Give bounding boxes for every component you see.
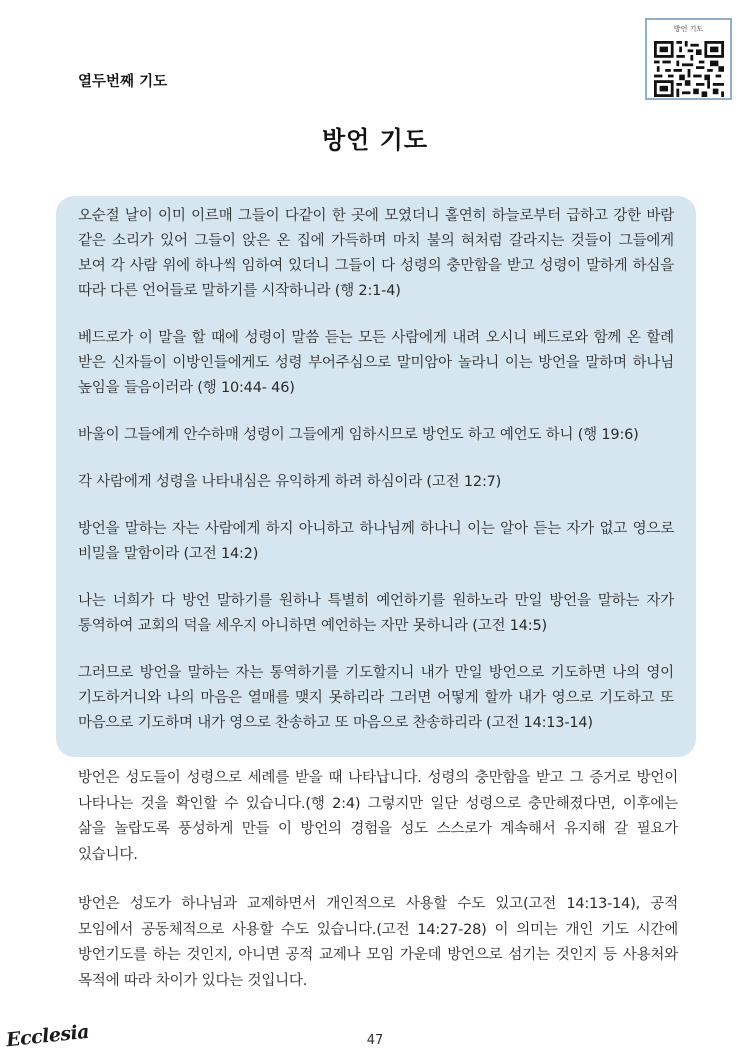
qr-code-box[interactable] bbox=[645, 18, 732, 100]
body-paragraph: 방언은 성도가 하나님과 교제하면서 개인적으로 사용할 수도 있고(고전 14:13-14), 공적 모임에서 공동체적으로 사용할 수도 있습니다.(고전 14:27-28) 이 의미는 개인 기도 시간에 방언기도를 하는 것인지, 아니면 공적 교제나 모임 가운데 방언으로 섬기는 것인지 등 사용처와 목적에 따라 차이가 있다는 것입니다. bbox=[78, 896, 678, 989]
scripture-verse: 그러므로 방언을 말하는 자는 통역하기를 기도할지니 내가 만일 방언으로 기도하면 나의 영이 기도하거니와 나의 마음은 열매를 맺지 못하리라 그러면 어떻게 할까 내가 영으로 기도하고 또 마음으로 기도하며 내가 영으로 찬송하고 또 마음으로 찬송하리라 (고전 14:13-14) bbox=[78, 665, 674, 731]
scripture-verse: 나는 너희가 다 방언 말하기를 원하나 특별히 예언하기를 원하노라 만일 방언을 말하는 자가 통역하여 교회의 덕을 세우지 아니하면 예언하는 자만 못하니라 (고전 14:5) bbox=[78, 593, 674, 634]
qr-caption: 방언 기도 bbox=[673, 25, 704, 33]
scripture-verse: 각 사람에게 성령을 나타내심은 유익하게 하려 하심이라 (고전 12:7) bbox=[78, 474, 502, 490]
qr-code-icon bbox=[654, 41, 724, 97]
scripture-verse: 베드로가 이 말을 할 때에 성령이 말씀 듣는 모든 사람에게 내려 오시니 베드로와 함께 온 할례 받은 신자들이 이방인들에게도 성령 부어주심으로 말미암아 놀라니 이는 방언을 말하며 하나님 높임을 들음이러라 (행 10:44- 46) bbox=[78, 330, 674, 396]
chapter-label: 열두번째 기도 bbox=[78, 74, 168, 90]
scripture-verse: 바울이 그들에게 안수하매 성령이 그들에게 임하시므로 방언도 하고 예언도 하니 (행 19:6) bbox=[78, 427, 639, 443]
scripture-verse: 방언을 말하는 자는 사람에게 하지 아니하고 하나님께 하나니 이는 알아 듣는 자가 없고 영으로 비밀을 말함이라 (고전 14:2) bbox=[78, 521, 674, 562]
page-title: 방언 기도 bbox=[321, 126, 429, 154]
page-number: 47 bbox=[366, 1033, 384, 1048]
body-text bbox=[78, 766, 678, 1018]
ecclesia-logo: Ecclesia bbox=[5, 1020, 91, 1052]
body-paragraph: 방언은 성도들이 성령으로 세례를 받을 때 나타납니다. 성령의 충만함을 받고 그 증거로 방언이 나타나는 것을 확인할 수 있습니다.(행 2:4) 그렇지만 일단 성령으로 충만해졌다면, 이후에는 삶을 놀랍도록 풍성하게 만들 이 방언의 경험을 성도 스스로가 계속해서 유지해 갈 필요가 있습니다. bbox=[78, 770, 678, 863]
scripture-box bbox=[56, 196, 696, 757]
scripture-verse: 오순절 날이 이미 이르매 그들이 다같이 한 곳에 모였더니 홀연히 하늘로부터 급하고 강한 바람 같은 소리가 있어 그들이 앉은 온 집에 가득하며 마치 불의 혀처럼 갈라지는 것들이 그들에게 보여 각 사람 위에 하나씩 임하여 있더니 그들이 다 성령의 충만함을 받고 성령이 말하게 하심을 따라 다른 언어들로 말하기를 시작하니라 (행 2:1-4) bbox=[78, 208, 674, 299]
